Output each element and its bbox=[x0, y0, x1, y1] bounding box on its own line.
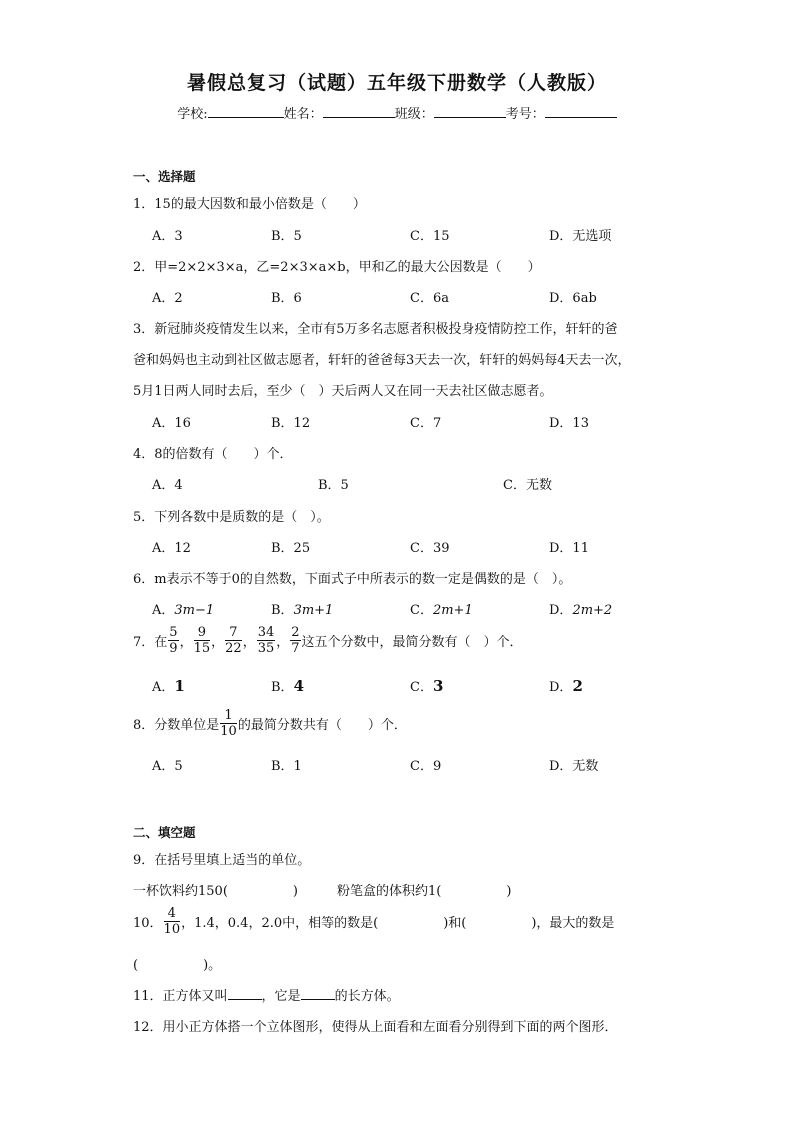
number-label: 考号： bbox=[505, 107, 545, 122]
q7-fraction-1: $\frac{5}{9}$ bbox=[169, 625, 178, 656]
q6-option-b-expr: 3m+1 bbox=[293, 603, 334, 618]
question-3-line-1: 3．新冠肺炎疫情发生以来，全市有5万多名志愿者积极投身疫情防控工作，轩轩的爸 bbox=[133, 322, 618, 337]
question-7-stem bbox=[133, 626, 523, 655]
q7-suffix: 这五个分数中，最简分数有（ ）个． bbox=[301, 635, 523, 650]
question-9-stem: 9．在括号里填上适当的单位。 bbox=[133, 853, 311, 868]
question-8-stem bbox=[133, 709, 407, 738]
q6-option-b-label: B． bbox=[271, 603, 294, 618]
number-blank[interactable] bbox=[545, 105, 617, 118]
question-3-line-3: 5月1日两人同时去后，至少（ ）天后两人又在同一天去社区做志愿者。 bbox=[133, 384, 553, 399]
q7-prefix: 7．在 bbox=[133, 635, 168, 650]
q7-fraction-2: $\frac{9}{15}$ bbox=[193, 625, 211, 656]
q6-option-a-expr: 3m−1 bbox=[174, 603, 215, 618]
q7-fraction-4: $\frac{34}{35}$ bbox=[257, 625, 275, 656]
question-5-stem: 5．下列各数中是质数的是（ ）。 bbox=[133, 510, 330, 525]
q3-option-a[interactable]: A．16 bbox=[152, 416, 191, 431]
q6-option-c[interactable] bbox=[410, 599, 473, 618]
q5-option-b[interactable]: B．25 bbox=[271, 541, 311, 556]
class-label: 班级： bbox=[394, 107, 434, 122]
question-1-stem: 1．15的最大因数和最小倍数是（ ） bbox=[133, 197, 366, 212]
page-title: 暑假总复习（试题）五年级下册数学（人教版） bbox=[186, 72, 607, 94]
q7-fraction-3: $\frac{7}{22}$ bbox=[225, 625, 242, 656]
q5-option-c[interactable]: C．39 bbox=[410, 541, 450, 556]
q6-option-a[interactable] bbox=[152, 599, 214, 618]
q7-option-c[interactable] bbox=[410, 676, 443, 695]
name-label: 姓名： bbox=[283, 107, 323, 122]
q6-option-c-expr: 2m+1 bbox=[432, 603, 473, 618]
q7-option-d[interactable] bbox=[549, 676, 583, 695]
q6-option-b[interactable] bbox=[271, 599, 333, 618]
section-heading-fill: 二、填空题 bbox=[133, 825, 196, 840]
question-3-line-2: 爸和妈妈也主动到社区做志愿者，轩轩的爸爸每3天去一次，轩轩的妈妈每4天去一次， bbox=[133, 353, 631, 368]
q11-part-c: 的长方体。 bbox=[334, 989, 400, 1004]
q7-option-c-value: 3 bbox=[432, 677, 444, 695]
q6-option-c-label: C． bbox=[410, 603, 433, 618]
question-11-stem bbox=[133, 985, 400, 1004]
q9-part-2[interactable]: 粉笔盒的体积约1( ) bbox=[337, 884, 512, 899]
q7-option-a-label: A． bbox=[152, 680, 175, 695]
q1-option-d[interactable]: D．无选项 bbox=[549, 229, 612, 244]
q11-blank-1[interactable] bbox=[228, 987, 262, 1000]
q3-option-c[interactable]: C．7 bbox=[410, 416, 442, 431]
q1-option-b[interactable]: B．5 bbox=[271, 229, 302, 244]
school-label: 学校: bbox=[177, 107, 208, 122]
q7-option-c-label: C． bbox=[410, 680, 433, 695]
q3-option-d[interactable]: D．13 bbox=[549, 416, 589, 431]
question-12-stem: 12．用小正方体搭一个立体图形，使得从上面看和左面看分别得到下面的两个图形． bbox=[133, 1020, 618, 1035]
q6-option-d-expr: 2m+2 bbox=[572, 603, 613, 618]
q7-sep-4: ， bbox=[276, 635, 290, 650]
question-6-stem: 6．m表示不等于0的自然数，下面式子中所表示的数一定是偶数的是（ ）。 bbox=[133, 572, 572, 587]
q8-option-c[interactable]: C．9 bbox=[410, 759, 442, 774]
question-2-stem: 2．甲=2×2×3×a，乙=2×3×a×b，甲和乙的最大公因数是（ ） bbox=[133, 260, 541, 275]
q9-part-1[interactable]: 一杯饮料约150( ) bbox=[133, 884, 298, 899]
q11-part-b: ，它是 bbox=[261, 989, 301, 1004]
q8-suffix: 的最简分数共有（ ）个． bbox=[237, 718, 407, 733]
q10-fraction: $\frac{4}{10}$ bbox=[163, 906, 181, 937]
q7-sep-2: ， bbox=[211, 635, 225, 650]
q7-option-b-label: B． bbox=[271, 680, 294, 695]
q7-fraction-5: $\frac{2}{7}$ bbox=[291, 625, 300, 656]
q5-option-a[interactable]: A．12 bbox=[152, 541, 191, 556]
q4-option-c[interactable]: C．无数 bbox=[503, 478, 552, 493]
q10-rest: ，1.4，0.4，2.0中，相等的数是( )和( )，最大的数是 bbox=[181, 916, 615, 931]
class-blank[interactable] bbox=[434, 105, 506, 118]
q7-option-b[interactable] bbox=[271, 676, 304, 695]
q5-option-d[interactable]: D．11 bbox=[549, 541, 589, 556]
student-info-line bbox=[0, 103, 794, 122]
q2-option-c[interactable]: C．6a bbox=[410, 291, 449, 306]
q11-part-a: 11．正方体又叫 bbox=[133, 989, 228, 1004]
q1-option-c[interactable]: C．15 bbox=[410, 229, 450, 244]
q7-sep-1: ， bbox=[179, 635, 193, 650]
q8-fraction: $\frac{1}{10}$ bbox=[220, 708, 237, 739]
q1-option-a[interactable]: A．3 bbox=[152, 229, 183, 244]
q8-option-a[interactable]: A．5 bbox=[152, 759, 183, 774]
question-4-stem: 4．8的倍数有（ ）个． bbox=[133, 447, 293, 462]
q7-option-d-value: 2 bbox=[572, 677, 583, 695]
q7-option-d-label: D． bbox=[549, 680, 573, 695]
q11-blank-2[interactable] bbox=[301, 987, 335, 1000]
q2-option-d[interactable]: D．6ab bbox=[549, 291, 597, 306]
q7-option-a[interactable] bbox=[152, 676, 185, 695]
q6-option-d[interactable] bbox=[549, 599, 612, 618]
section-heading-choice: 一、选择题 bbox=[133, 169, 196, 184]
school-blank[interactable] bbox=[208, 105, 284, 118]
q10-line-2[interactable]: ( )。 bbox=[133, 958, 222, 973]
q6-option-a-label: A． bbox=[152, 603, 175, 618]
q8-prefix: 8．分数单位是 bbox=[133, 718, 220, 733]
q2-option-a[interactable]: A．2 bbox=[152, 291, 183, 306]
q8-option-b[interactable]: B．1 bbox=[271, 759, 302, 774]
q10-prefix: 10． bbox=[133, 916, 163, 931]
q4-option-b[interactable]: B．5 bbox=[318, 478, 349, 493]
question-10-stem bbox=[133, 907, 614, 936]
q7-sep-3: ， bbox=[242, 635, 256, 650]
q7-option-b-value: 4 bbox=[293, 677, 304, 695]
q4-option-a[interactable]: A．4 bbox=[152, 478, 183, 493]
q7-option-a-value: 1 bbox=[174, 677, 185, 695]
name-blank[interactable] bbox=[323, 105, 395, 118]
q8-option-d[interactable]: D．无数 bbox=[549, 759, 599, 774]
q6-option-d-label: D． bbox=[549, 603, 573, 618]
q3-option-b[interactable]: B．12 bbox=[271, 416, 311, 431]
q2-option-b[interactable]: B．6 bbox=[271, 291, 302, 306]
